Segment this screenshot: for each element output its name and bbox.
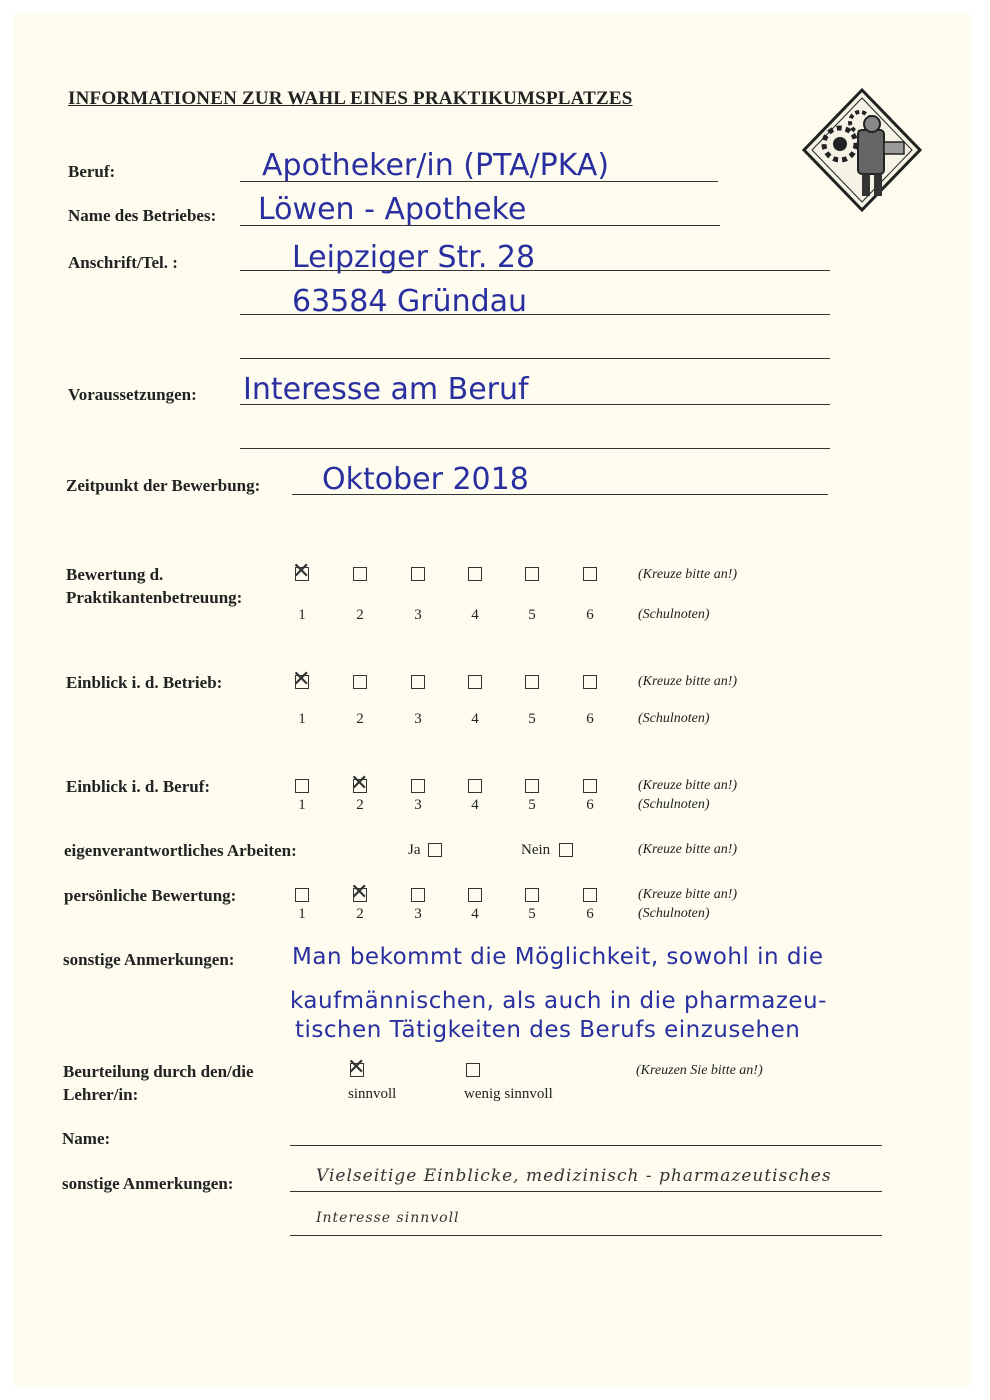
field-name-line [290,1145,882,1146]
field-anschrift-line2-value[interactable]: 63584 Gründau [292,284,528,319]
grade-1-label: 1 [298,906,306,922]
sonstige1-line2-value[interactable]: kaufmännischen, als auch in die pharmazeu- [290,988,827,1014]
grade-2-label: 2 [356,607,364,623]
grade-3-label: 3 [414,607,422,623]
sonstige1-line3-value[interactable]: tischen Tätigkeiten des Berufs einzusehen [295,1017,801,1043]
grade-4-label: 4 [471,797,479,813]
label-name: Name: [62,1129,111,1148]
label-voraussetzungen: Voraussetzungen: [68,385,197,404]
grade-5-checkbox[interactable] [525,888,539,902]
grade-1-checkbox[interactable] [295,779,309,793]
grade-6-label: 6 [586,797,594,813]
label-beurteilung-2: Lehrer/in: [63,1085,139,1104]
grade-4-label: 4 [471,607,479,623]
label-beurteilung-1: Beurteilung durch den/die [63,1062,254,1081]
ja-label: Ja [408,842,421,858]
grade-6-label: 6 [586,607,594,623]
note-kreuze-2: (Kreuze bitte an!) [638,674,738,689]
field-sonstige2-line1 [290,1191,882,1192]
label-einblick-beruf: Einblick i. d. Beruf: [66,777,211,796]
grade-3-checkbox[interactable] [411,779,425,793]
sonstige2-line1-value[interactable]: Vielseitige Einblicke, medizinisch - pharmazeutisches [316,1166,832,1186]
label-sonstige-1: sonstige Anmerkungen: [63,950,235,969]
label-zeitpunkt: Zeitpunkt der Bewerbung: [66,476,261,495]
grade-2-label: 2 [356,797,364,813]
form-title: INFORMATIONEN ZUR WAHL EINES PRAKTIKUMSPLATZES [68,88,633,109]
sinnvoll-checkbox[interactable] [350,1063,364,1077]
field-sonstige2-line2 [290,1235,882,1236]
grade-4-checkbox[interactable] [468,888,482,902]
grade-1-label: 1 [298,797,306,813]
grade-3-label: 3 [414,797,422,813]
grade-4-checkbox[interactable] [468,779,482,793]
note-schulnoten-1: (Schulnoten) [638,607,710,622]
grade-6-checkbox[interactable] [583,888,597,902]
grade-2-label: 2 [356,711,364,727]
grade-1-label: 1 [298,607,306,623]
note-kreuze-1: (Kreuze bitte an!) [638,567,738,582]
field-betrieb-line [240,225,720,226]
field-beruf-value[interactable]: Apotheker/in (PTA/PKA) [262,148,610,183]
grade-1-checkbox[interactable] [295,567,309,581]
grade-2-checkbox[interactable] [353,779,367,793]
note-schulnoten-5: (Schulnoten) [638,906,710,921]
grade-5-label: 5 [528,797,536,813]
grade-2-checkbox[interactable] [353,888,367,902]
grade-5-checkbox[interactable] [525,675,539,689]
label-bewertung-1: Bewertung d. [66,565,164,584]
field-voraussetzungen-value[interactable]: Interesse am Beruf [243,372,529,407]
grade-6-checkbox[interactable] [583,675,597,689]
grade-3-label: 3 [414,906,422,922]
grade-3-checkbox[interactable] [411,567,425,581]
note-kreuze-4: (Kreuze bitte an!) [638,842,738,857]
field-anschrift-line1 [240,270,830,271]
note-kreuzen-sie: (Kreuzen Sie bitte an!) [636,1063,763,1078]
grade-4-checkbox[interactable] [468,567,482,581]
label-einblick-betrieb: Einblick i. d. Betrieb: [66,673,223,692]
field-voraussetzungen-line1 [240,404,830,405]
grade-1-checkbox[interactable] [295,888,309,902]
grade-5-checkbox[interactable] [525,567,539,581]
note-schulnoten-3: (Schulnoten) [638,797,710,812]
grade-4-label: 4 [471,711,479,727]
grade-3-checkbox[interactable] [411,888,425,902]
label-persoenlich: persönliche Bewertung: [64,886,237,905]
grade-2-checkbox[interactable] [353,675,367,689]
logo-emblem [800,86,924,214]
grade-4-checkbox[interactable] [468,675,482,689]
grade-2-checkbox[interactable] [353,567,367,581]
label-bewertung-2: Praktikantenbetreuung: [66,588,243,607]
grade-4-label: 4 [471,906,479,922]
note-kreuze-5: (Kreuze bitte an!) [638,887,738,902]
grade-5-label: 5 [528,906,536,922]
grade-2-label: 2 [356,906,364,922]
sonstige2-line2-value[interactable]: Interesse sinnvoll [316,1210,460,1226]
grade-6-label: 6 [586,711,594,727]
label-anschrift: Anschrift/Tel. : [68,253,178,272]
grade-1-label: 1 [298,711,306,727]
grade-3-label: 3 [414,711,422,727]
field-anschrift-line1-value[interactable]: Leipziger Str. 28 [292,240,536,275]
grade-6-label: 6 [586,906,594,922]
field-betrieb-value[interactable]: Löwen - Apotheke [258,192,527,227]
grade-6-checkbox[interactable] [583,779,597,793]
sinnvoll-label: sinnvoll [348,1086,397,1102]
note-schulnoten-2: (Schulnoten) [638,711,710,726]
sonstige1-line1-value[interactable]: Man bekommt die Möglichkeit, sowohl in die [292,944,824,970]
label-beruf: Beruf: [68,162,116,181]
wenig-sinnvoll-label: wenig sinnvoll [464,1086,553,1102]
grade-1-checkbox[interactable] [295,675,309,689]
label-sonstige-2: sonstige Anmerkungen: [62,1174,234,1193]
grade-5-label: 5 [528,711,536,727]
grade-6-checkbox[interactable] [583,567,597,581]
grade-5-checkbox[interactable] [525,779,539,793]
label-eigenverantwortlich: eigenverantwortliches Arbeiten: [64,841,297,860]
label-betrieb: Name des Betriebes: [68,206,217,225]
field-beruf-line [240,181,718,182]
field-zeitpunkt-value[interactable]: Oktober 2018 [322,462,529,497]
field-voraussetzungen-line2 [240,448,830,449]
grade-3-checkbox[interactable] [411,675,425,689]
nein-label: Nein [521,842,551,858]
field-anschrift-line2 [240,314,830,315]
ja-checkbox[interactable] [428,843,442,857]
wenig-sinnvoll-checkbox[interactable] [466,1063,480,1077]
note-kreuze-3: (Kreuze bitte an!) [638,778,738,793]
nein-checkbox[interactable] [559,843,573,857]
field-anschrift-line3 [240,358,830,359]
grade-5-label: 5 [528,607,536,623]
field-zeitpunkt-line [292,494,828,495]
